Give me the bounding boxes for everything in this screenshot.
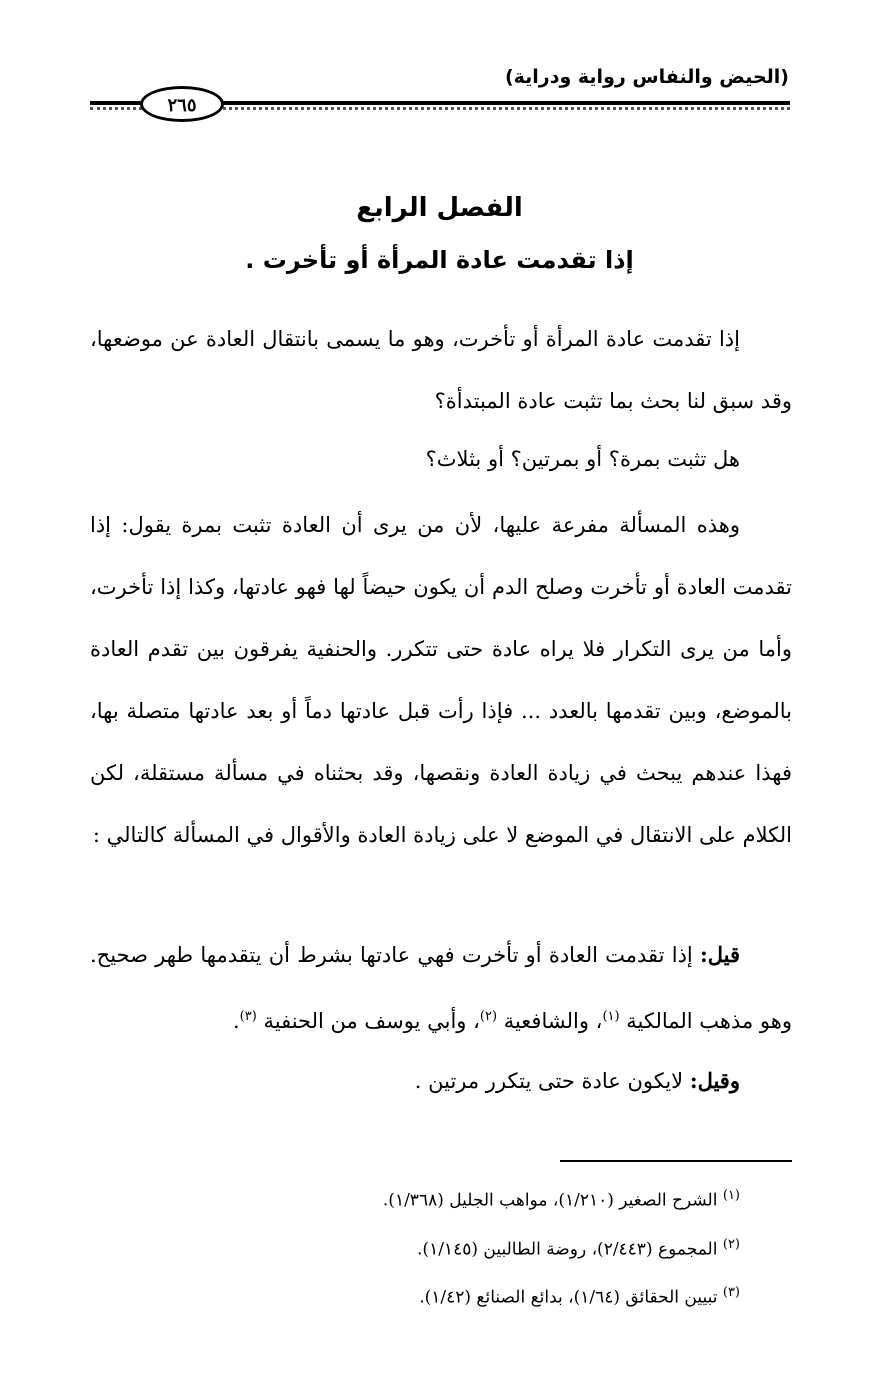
- footnote-text-2: المجموع (٢/٤٤٣)، روضة الطالبين (١/١٤٥).: [417, 1239, 723, 1260]
- chapter-title: الفصل الرابع: [356, 193, 523, 223]
- opinion-text-second: لايكون عادة حتى يتكرر مرتين .: [414, 1069, 690, 1093]
- footnote-mark-3: (٣): [722, 1285, 740, 1301]
- paragraph-second-opinion: [90, 1050, 792, 1112]
- opinion-text-c: ، وأبي يوسف من الحنفية: [256, 1009, 480, 1033]
- opinion-text-a: إذا تقدمت العادة أو تأخرت فهي عادتها بشرط أن يتقدمها طهر صحيح. وهو مذهب المالكية: [90, 943, 792, 1033]
- footnote-2: [90, 1223, 792, 1272]
- footnote-ref-2[interactable]: (٢): [479, 1009, 498, 1024]
- paragraph-first-opinion: [90, 924, 792, 1052]
- footnote-separator: [560, 1160, 792, 1162]
- footnote-mark-1: (١): [722, 1188, 740, 1203]
- opinion-label-second: وقيل:: [689, 1068, 740, 1093]
- footnote-mark-2: (٢): [722, 1236, 740, 1252]
- opinion-label-first: قيل:: [699, 942, 740, 967]
- footnotes: [90, 1174, 792, 1320]
- paragraph-discussion-text: وهذه المسألة مفرعة عليها، لأن من يرى أن العادة تثبت بمرة يقول: إذا تقدمت العادة أو تأخرت وصلح الدم أن يكون حيضاً لها فهو عادتها، وكذا إذا تأخرت، وأما من يرى التكرار فلا يراه عادة حتى تتكرر. والحنفية يفرقون بين تقدم العادة بالموضع، وبين تقدمها بالعدد ... فإذا رأت قبل عادتها دماً أو بعد عادتها متصلة بها، فهذا عندهم يبحث في زيادة العادة ونقصها، وقد بحثناه في مسألة مستقلة، لكن الكلام على الانتقال في الموضع لا على زيادة العادة والأقوال في المسألة كالتالي :: [90, 513, 792, 847]
- paragraph-intro: [90, 308, 792, 432]
- footnote-text-1: الشرح الصغير (١/٢١٠)، مواهب الجليل (١/٣٦٨).: [382, 1190, 723, 1211]
- footnote-ref-1[interactable]: (١): [602, 1009, 620, 1024]
- footnote-text-3: تبيين الحقائق (١/٦٤)، بدائع الصنائع (١/٤٢).: [419, 1287, 723, 1308]
- footnote-1: [90, 1174, 792, 1223]
- opinion-text-d: .: [232, 1009, 240, 1033]
- footnote-3: [90, 1271, 792, 1320]
- paragraph-question: [90, 428, 792, 490]
- paragraph-intro-text: إذا تقدمت عادة المرأة أو تأخرت، وهو ما يسمى بانتقال العادة عن موضعها، وقد سبق لنا بحث بما تثبت عادة المبتدأة؟: [90, 327, 792, 413]
- footnote-ref-3[interactable]: (٣): [239, 1009, 257, 1024]
- running-title: (الحيض والنفاس رواية ودراية): [504, 66, 789, 88]
- chapter-subtitle: إذا تقدمت عادة المرأة أو تأخرت .: [245, 246, 634, 274]
- paragraph-question-text: هل تثبت بمرة؟ أو بمرتين؟ أو بثلاث؟: [425, 447, 740, 471]
- paragraph-discussion: [90, 494, 792, 866]
- opinion-text-b: ، والشافعية: [497, 1009, 603, 1033]
- page-number: ٢٦٥: [140, 86, 224, 122]
